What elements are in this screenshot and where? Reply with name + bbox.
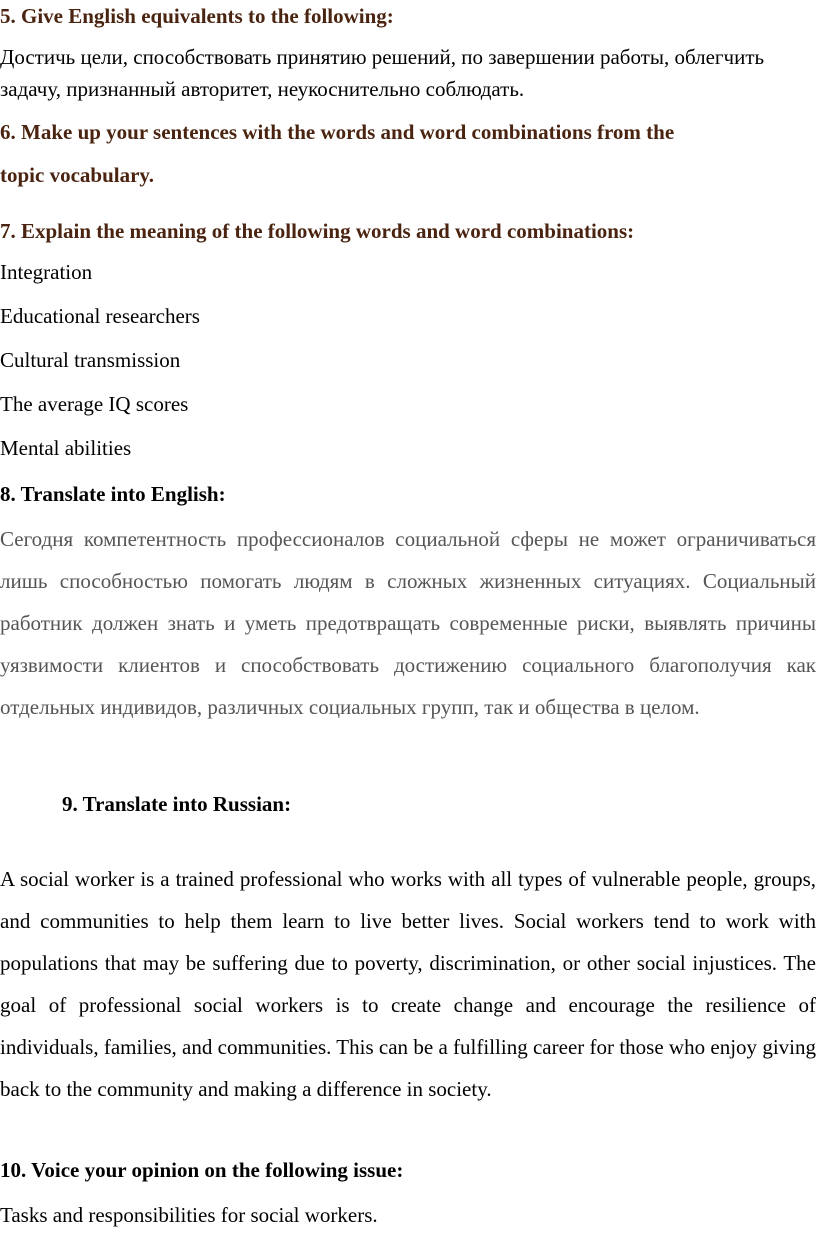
section-8-text: Сегодня компетентность профессионалов социальной сферы не может ограничиваться лишь способностью помогать людям в сложных жизненных ситуациях. Социальный работник должен знать и уметь предотвращать современные риски, выявлять причины уязвимости клиентов и способствовать достижению социального благополучия как отдельных индивидов, различных социальных групп, так и общества в целом.	[0, 527, 816, 719]
section-8-heading: 8. Translate into English:	[0, 482, 226, 506]
list-item-educational-researchers: Educational researchers	[0, 304, 200, 328]
section-6-heading-line1: 6. Make up your sentences with the words and word combinations from the	[0, 120, 675, 144]
section-9-heading: 9. Translate into Russian:	[62, 792, 292, 816]
list-item-cultural-transmission: Cultural transmission	[0, 348, 181, 372]
section-5-text: Достичь цели, способствовать принятию решений, по завершении работы, облегчить задачу, признанный авторитет, неукоснительно соблюдать.	[0, 45, 765, 101]
section-5-heading: 5. Give English equivalents to the following:	[0, 4, 394, 28]
section-10-heading: 10. Voice your opinion on the following issue:	[0, 1158, 404, 1182]
section-7-heading: 7. Explain the meaning of the following words and word combinations:	[0, 219, 635, 243]
list-item-average-iq-scores: The average IQ scores	[0, 392, 189, 416]
section-10-text: Tasks and responsibilities for social workers.	[0, 1203, 378, 1227]
section-9-text: A social worker is a trained professional who works with all types of vulnerable people, groups, and communities to help them learn to live better lives. Social workers tend to work with populations that may be suffering due to poverty, discrimination, or other social injustices. The goal of professional social workers is to create change and encourage the resilience of individuals, families, and communities. This can be a fulfilling career for those who enjoy giving back to the community and making a difference in society.	[0, 867, 816, 1101]
list-item-mental-abilities: Mental abilities	[0, 436, 132, 460]
section-6-heading-line2: topic vocabulary.	[0, 163, 155, 187]
list-item-integration: Integration	[0, 260, 93, 284]
